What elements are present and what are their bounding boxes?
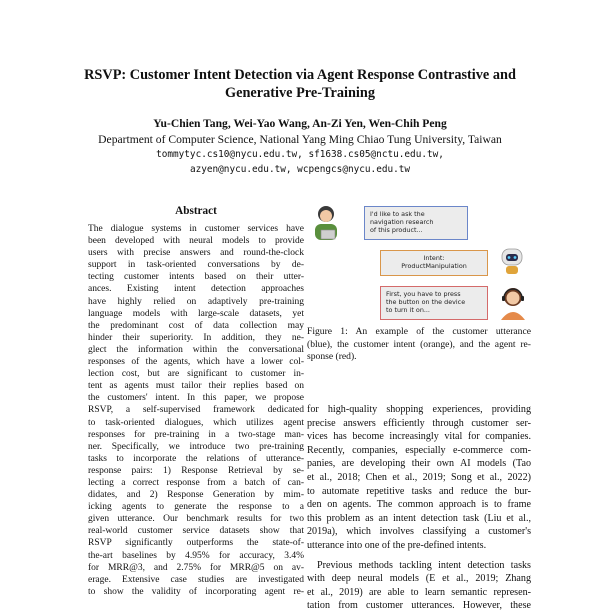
caption-line: Figure 1: An example of the customer utterance <box>307 326 531 337</box>
abstract-line: erage. Extensive case studies are investigated <box>88 574 304 585</box>
agent-bubble-line-2: the button on the device <box>386 298 466 306</box>
email-line-1: tommytyc.cs10@nycu.edu.tw, sf1638.cs05@nctu.edu.tw, <box>156 149 444 160</box>
abstract-line: responses for pre-training in a two-stage man- <box>88 429 304 440</box>
user-bubble-line-1: I'd like to ask the <box>370 210 425 218</box>
abstract-heading: Abstract <box>175 205 217 217</box>
agent-icon <box>496 284 530 322</box>
abstract-line: users with precise answers and round-the-clock <box>88 248 304 259</box>
agent-bubble-line-3: to turn it on... <box>386 306 430 314</box>
body-line: for high-quality shopping experiences, providing <box>307 404 531 415</box>
abstract-line: glect the information within the conversational <box>88 344 304 355</box>
abstract-line: response pairs: 1) Response Retrieval by se- <box>88 465 304 476</box>
abstract-line: for MRR@3, and 2.75% for MRR@5 on av- <box>88 562 304 573</box>
paper-title <box>40 66 560 102</box>
body-line: utterance into one of the pre-defined intents. <box>307 539 487 551</box>
intent-bubble-line-2: ProductManipulation <box>401 262 467 270</box>
authors: Yu-Chien Tang, Wei-Yao Wang, An-Zi Yen, Wen-Chih Peng <box>153 117 447 130</box>
intent-bubble-line-1: Intent: <box>423 254 445 262</box>
customer-intent-bubble <box>380 250 488 276</box>
abstract-line: ner. Specifically, we introduce two pre-training <box>88 441 304 452</box>
body-line: et al., 2018; Chen et al., 2019; Song et al., 2022) <box>307 471 531 483</box>
abstract-line: been developed with neural models to provide <box>88 236 304 247</box>
abstract-line: lection cost, but are significant to customer in- <box>88 369 304 380</box>
right-column-body <box>307 403 531 613</box>
user-bubble-line-3: of this product... <box>370 226 423 234</box>
body-line: tation from customer utterances. However, these <box>307 600 531 612</box>
abstract-line: tent as agents must tailor their replies based on <box>88 381 304 392</box>
abstract-line: support in task-oriented conversations by de- <box>88 260 304 271</box>
body-line: vices has become increasingly vital for companies. <box>307 431 531 443</box>
abstract-line: ances. Existing intent detection approaches <box>88 284 304 295</box>
body-line: panies, are developing their own AI models (Tao <box>307 458 531 470</box>
abstract-line: tecting customer intents based on their utter- <box>88 272 304 283</box>
abstract-line: The dialogue systems in customer services have <box>88 224 304 234</box>
abstract-line: hinder their superiority. In addition, they ne- <box>88 332 304 343</box>
abstract-line: to task-oriented dialogues, which utilizes agent <box>88 417 304 428</box>
agent-response-bubble <box>380 286 488 320</box>
abstract-line: language models with large-scale datasets, yet <box>88 308 304 319</box>
body-line: 2019a), which involves classifying a customer's <box>307 526 531 538</box>
abstract-line: the customers' intent. In this paper, we propose <box>88 393 304 404</box>
abstract-body <box>88 223 304 598</box>
abstract-line: to show the validity of incorporating agent re- <box>88 586 304 597</box>
figure-1 <box>304 200 534 325</box>
body-line: this problem as an intent detection task (Liu et al., <box>307 512 531 524</box>
caption-line: (blue), the customer intent (orange), and the agent re- <box>307 338 531 350</box>
abstract-line: the predominant cost of data collection may <box>88 320 304 331</box>
body-line: den on agents. The common approach is to frame <box>307 499 531 511</box>
customer-icon <box>306 202 346 242</box>
abstract-line: icking agents to generate the response to a <box>88 502 304 513</box>
body-line: with deep neural models (E et al., 2019; Zhang <box>307 573 531 585</box>
agent-bubble-line-1: First, you have to press <box>386 290 461 298</box>
figure-caption <box>307 326 531 364</box>
body-line: precise answers efficiently through customer ser- <box>307 417 531 429</box>
body-line: Recently, companies, especially e-commerce com- <box>307 444 531 456</box>
robot-icon <box>497 244 527 276</box>
abstract-line: have highly relied on adaptively pre-training <box>88 296 304 307</box>
email-line-2: azyen@nycu.edu.tw, wcpengcs@nycu.edu.tw <box>189 164 411 175</box>
abstract-line: RSVP, a self-supervised framework dedicated <box>88 405 304 416</box>
abstract-line: given utterance. Our benchmark results for two <box>88 514 304 525</box>
customer-utterance-bubble <box>364 206 468 240</box>
emails <box>40 147 560 177</box>
body-line: Previous methods tackling intent detection tasks <box>317 559 531 571</box>
affiliation: Department of Computer Science, National Yang Ming Chiao Tung University, Taiwan <box>98 133 502 146</box>
abstract-line: lecting a correct response from a batch of can- <box>88 477 304 488</box>
title-line-1: RSVP: Customer Intent Detection via Agent Response Contrastive and <box>84 67 516 83</box>
body-line: et al., 2019) are able to learn semantic represen- <box>307 586 531 598</box>
abstract-line: responses of the agents, which have a lower col- <box>88 357 304 368</box>
title-line-2: Generative Pre-Training <box>225 85 375 101</box>
abstract-line: RSVP significantly outperforms the state-of- <box>88 538 304 549</box>
user-bubble-line-2: navigation research <box>370 218 434 226</box>
abstract-line: tasks to incorporate the relations of utterance- <box>88 453 304 464</box>
abstract-line: didates, and 2) Response Generation by mim- <box>88 490 304 501</box>
abstract-line: the-art baselines by 4.95% for accuracy, 3.4% <box>88 550 304 561</box>
caption-line: sponse (red). <box>307 351 357 362</box>
body-line: to automate repetitive tasks and reduce the bur- <box>307 485 531 497</box>
abstract-line: real-world customer service datasets show that <box>88 526 304 537</box>
